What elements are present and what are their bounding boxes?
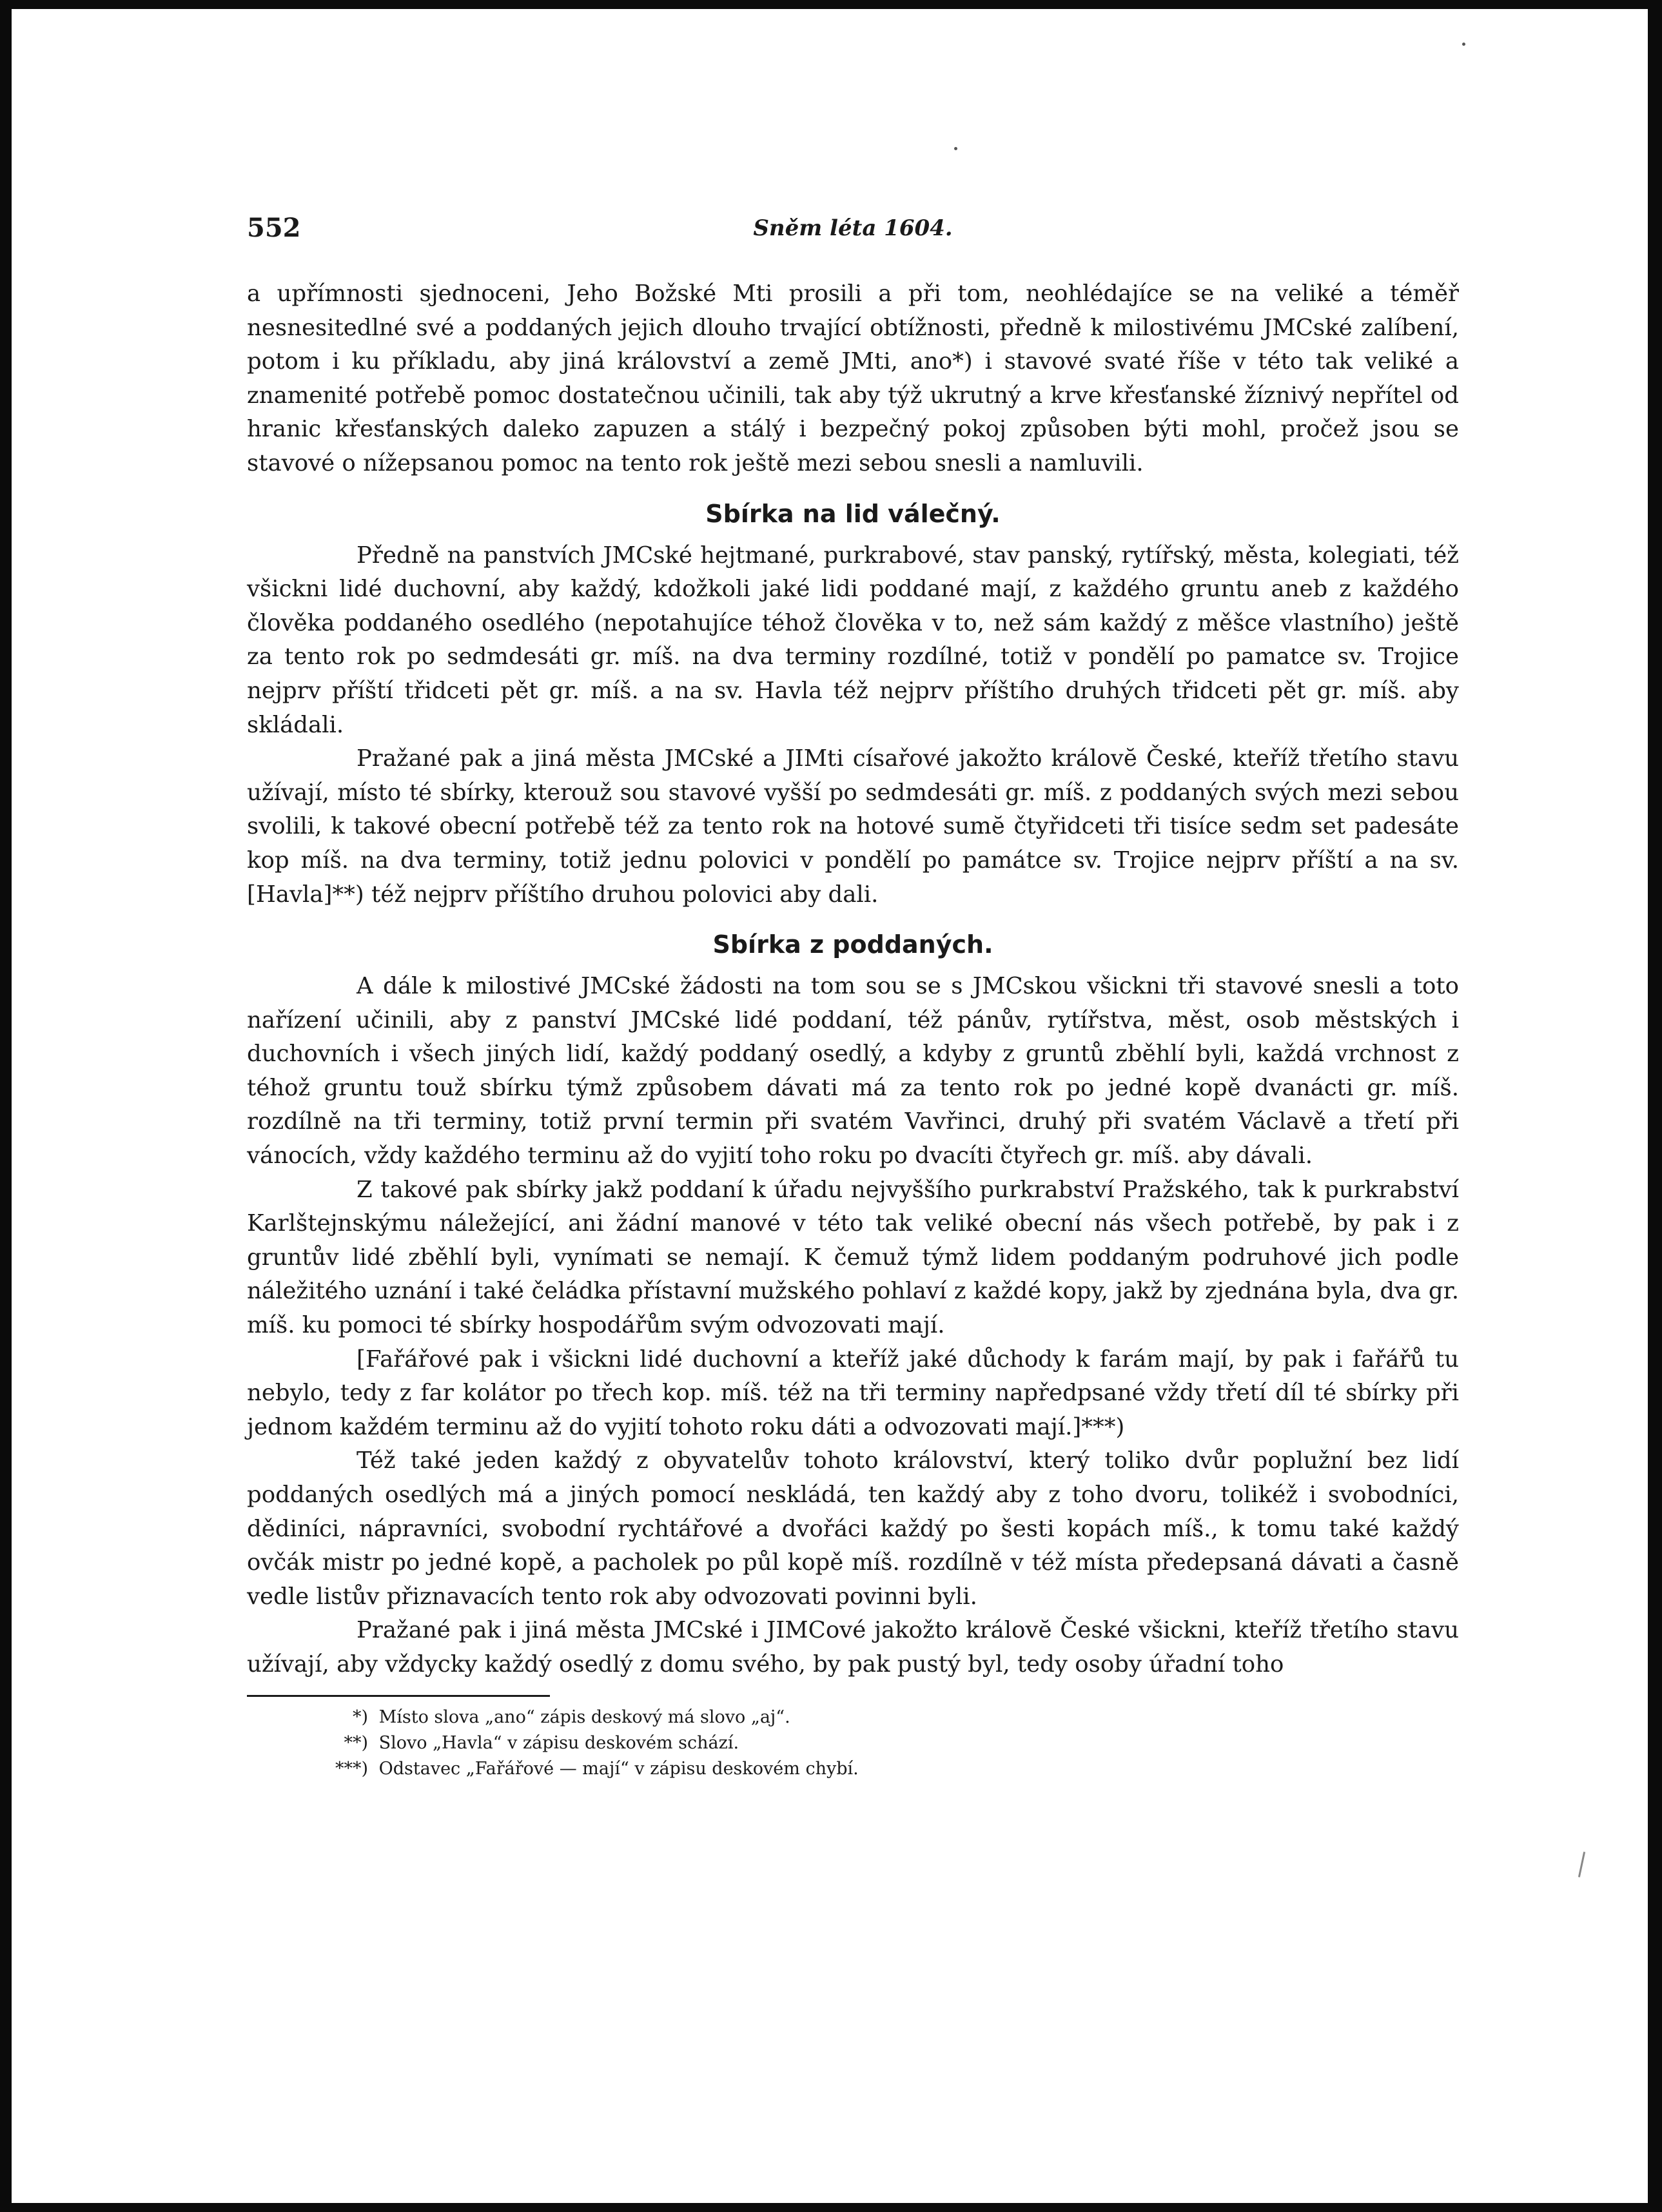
paragraph: Předně na panstvích JMCské hejtmané, purkrabové, stav panský, rytířský, města, kolegiati, též všickni lidé duchovní, aby každý, kdožkoli jaké lidi poddané mají, z každého gruntu aneb z každého člověka poddaného osedlého (nepotahujíce téhož člověka v to, než sám každý z měšce vlastního) ještě za tento rok po sedmdesáti gr. míš. na dva terminy rozdílné, totiž v pondělí po pamatce sv. Trojice nejprv příští třidceti pět gr. míš. a na sv. Havla též nejprv příštího druhých třidceti pět gr. míš. aby skládali. (247, 542, 1459, 738)
footnote-text: Místo slova „ano“ zápis deskový má slovo „aj“. (378, 1707, 790, 1727)
footnote-mark: **) (344, 1732, 368, 1753)
paragraph: A dále k milostivé JMCské žádosti na tom sou se s JMCskou všickni tři stavové snesli a toto nařízení učinili, aby z panství JMCské lidé poddaní, též pánův, rytířstva, měst, osob městských i duchovních i všech jiných lidí, každý poddaný osedlý, a kdyby z gruntů zběhlí byli, každá vrchnost z téhož gruntu touž sbírku týmž způsobem dávati má za tento rok po jedné kopě dvanácti gr. míš. rozdílně na tři terminy, totiž první termin při svatém Vavřinci, druhý při svatém Václavě a třetí při vánocích, vždy každého terminu až do vyjití toho roku po dvacíti čtyřech gr. míš. aby dávali. (247, 973, 1459, 1170)
footnote-mark: ***) (335, 1758, 368, 1779)
scan-speck (1578, 1852, 1585, 1877)
running-head: Sněm léta 1604. (753, 215, 953, 241)
footnote (306, 1756, 1459, 1782)
paragraph: Z takové pak sbírky jakž poddaní k úřadu nejvyššího purkrabství Pražského, tak k purkrabství Karlštejnskýmu náležející, ani žádní manové v této tak veliké obecní nás všech potřebě, by pak i z gruntův lidé zběhlí byli, vynímati se nemají. K čemuž týmž lidem poddaným podruhové jich podle náležitého uznání i také čeládka přístavní mužského pohlaví z každé kopy, jakž by zjednána byla, dva gr. míš. ku pomoci té sbírky hospodářům svým odvozovati mají. (247, 1176, 1459, 1339)
intro-paragraph: a upřímnosti sjednoceni, Jeho Božské Mti prosili a při tom, neohlédajíce se na veliké a téměř nesnesitedlné své a poddaných jejich dlouho trvající obtížnosti, předně k milostivému JMCské zalíbení, potom i ku příkladu, aby jiná království a země JMti, ano*) i stavové svaté říše v této tak veliké a znamenité potřebě pomoc dostatečnou učinili, tak aby týž ukrutný a krve křesťanské žíznivý nepřítel od hranic křesťanských daleko zapuzen a stálý i bezpečný pokoj způsoben býti mohl, pročež jsou se stavové o nížepsanou pomoc na tento rok ještě mezi sebou snesli a namluvili. (247, 280, 1459, 476)
footnote-text: Odstavec „Fařářové — mají“ v zápisu deskovém chybí. (378, 1758, 859, 1779)
footnote (306, 1705, 1459, 1730)
scan-speck (1462, 43, 1465, 46)
scan-speck (954, 147, 957, 150)
footnote-rule (247, 1695, 550, 1697)
document-page (247, 213, 1459, 1782)
paragraph: Pražané pak i jiná města JMCské i JIMCové jakožto královĕ České všickni, kteříž třetího stavu užívají, aby vždycky každý osedlý z domu svého, by pak pustý byl, tedy osoby úřadní toho (247, 1617, 1459, 1678)
paragraph: Též také jeden každý z obyvatelův tohoto království, který toliko dvůr poplužní bez lidí poddaných osedlých má a jiných pomocí neskládá, ten každý aby z toho dvoru, tolikéž i svobodníci, dědiníci, nápravníci, svobodní rychtářové a dvořáci každý po šesti kopách míš., k tomu také každý ovčák mistr po jedné kopě, a pacholek po půl kopě míš. rozdílně v též místa předepsaná dávati a časně vedle listův přiznavacích tento rok aby odvozovati povinni byli. (247, 1447, 1459, 1610)
footnote-mark: *) (352, 1707, 368, 1727)
footnote-text: Slovo „Havla“ v zápisu deskovém schází. (378, 1732, 739, 1753)
footnotes (247, 1705, 1459, 1782)
main-text (247, 277, 1459, 1682)
page-number: 552 (247, 213, 301, 243)
scan-frame-right (1648, 0, 1662, 2212)
paragraph: Pražané pak a jiná města JMCské a JIMti císařové jakožto královĕ České, kteříž třetího stavu užívají, místo té sbírky, kterouž sou stavové vyšší po sedmdesáti gr. míš. z poddaných svých mezi sebou svolili, k takové obecní potřebě též za tento rok na hotové sumĕ čtyřidceti tři tisíce sedm set padesáte kop míš. na dva terminy, totiž jednu polovici v pondělí po památce sv. Trojice nejprv příští a na sv. [Havla]**) též nejprv příštího druhou polovici aby dali. (247, 745, 1459, 908)
scan-frame-top (0, 0, 1662, 9)
page-header (247, 213, 1459, 251)
paragraph: [Fařářové pak i všickni lidé duchovní a kteříž jaké důchody k farám mají, by pak i fařářů tu nebylo, tedy z far kolátor po třech kop. míš. též na tři terminy napředpsané vždy třetí díl té sbírky při jednom každém terminu až do vyjití tohoto roku dáti a odvozovati mají.]***) (247, 1346, 1459, 1440)
section-heading-z-poddanych: Sbírka z poddaných. (712, 930, 993, 959)
scan-frame-left (0, 0, 12, 2212)
section-heading-lid-valecny: Sbírka na lid válečný. (705, 499, 1001, 528)
scan-frame-bottom (0, 2203, 1662, 2212)
footnote (306, 1730, 1459, 1756)
